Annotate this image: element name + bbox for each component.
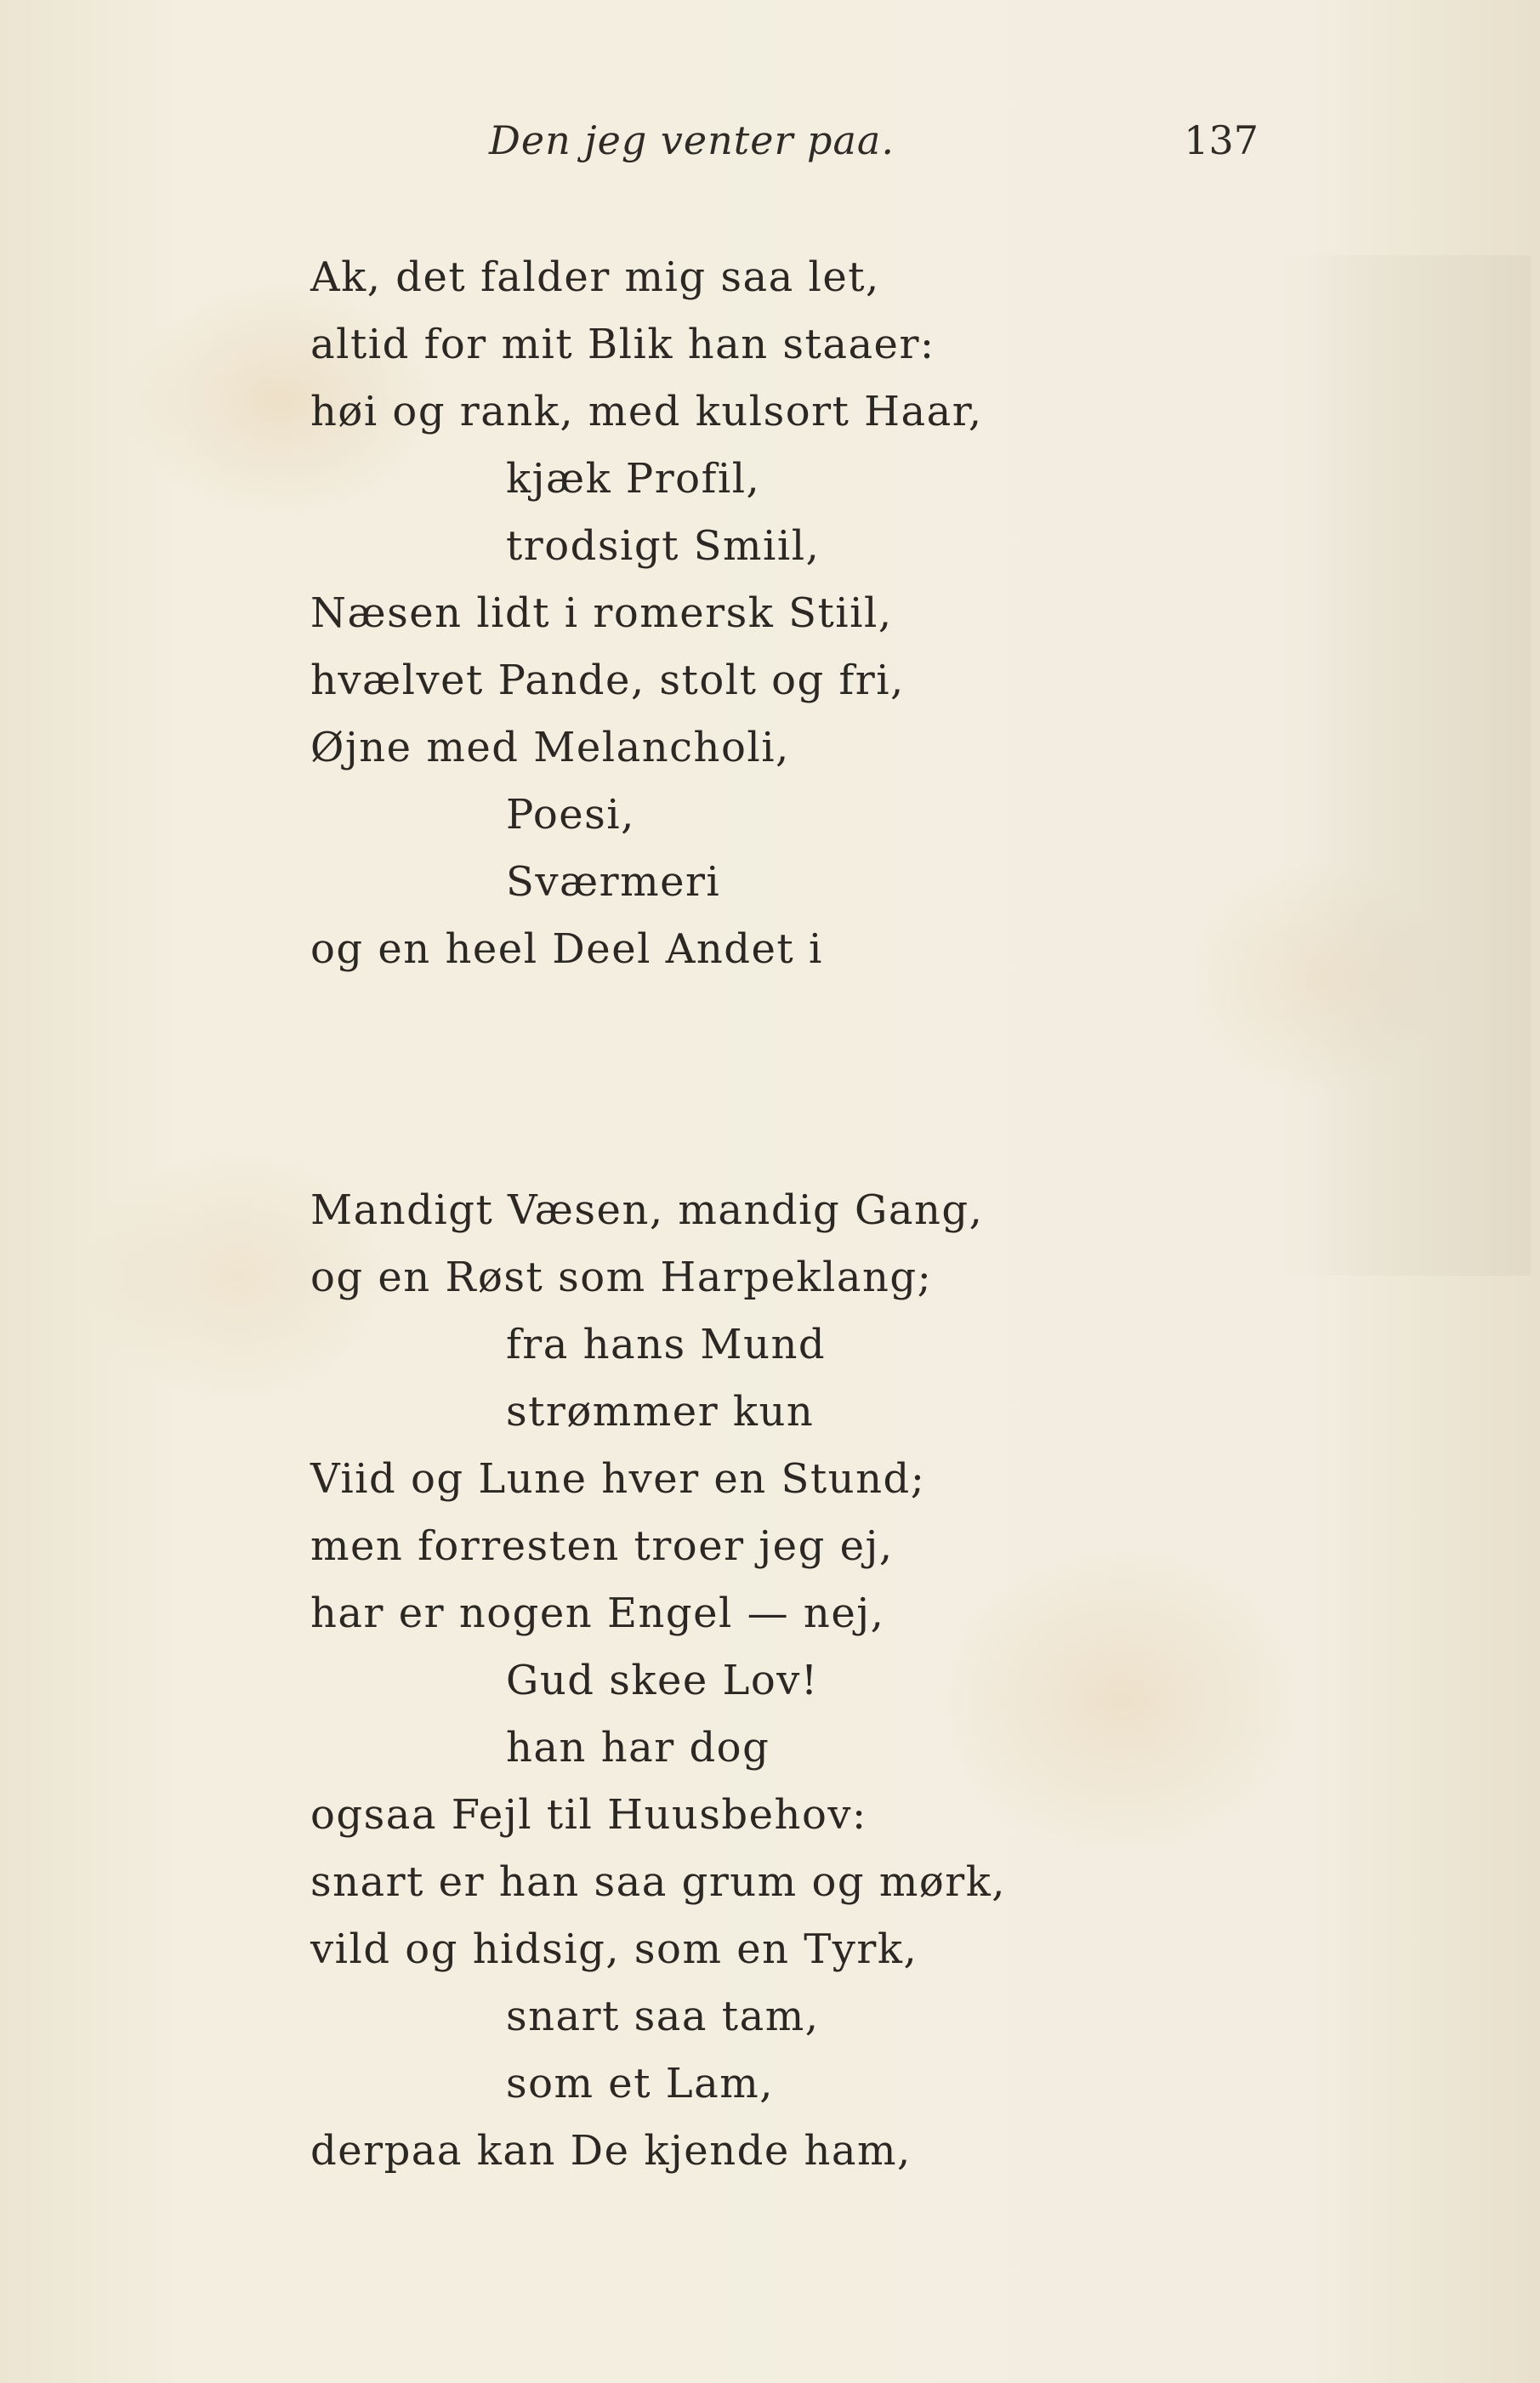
show-through-shadow bbox=[1276, 255, 1531, 1276]
verse-line: høi og rank, med kulsort Haar, bbox=[310, 388, 983, 435]
verse-line: trodsigt Smiil, bbox=[506, 522, 821, 570]
verse-line: Sværmeri bbox=[506, 858, 721, 906]
verse-line: og en Røst som Harpeklang; bbox=[310, 1254, 933, 1301]
verse-line: Næsen lidt i romersk Stiil, bbox=[310, 589, 893, 637]
verse-line: som et Lam, bbox=[506, 2060, 775, 2107]
verse-line: fra hans Mund bbox=[506, 1321, 827, 1368]
verse-line: snart er han saa grum og mørk, bbox=[310, 1858, 1007, 1906]
verse-line: kjæk Profil, bbox=[506, 455, 761, 503]
verse-line: Mandigt Væsen, mandig Gang, bbox=[310, 1186, 984, 1234]
verse-line: derpaa kan De kjende ham, bbox=[310, 2127, 912, 2175]
verse-line: snart saa tam, bbox=[506, 1993, 820, 2040]
verse-line: hvælvet Pande, stolt og fri, bbox=[310, 657, 905, 704]
verse-line: altid for mit Blik han staaer: bbox=[310, 321, 935, 368]
page-number: 137 bbox=[1184, 117, 1259, 163]
verse-line: strømmer kun bbox=[506, 1388, 815, 1436]
verse-line: Gud skee Lov! bbox=[506, 1657, 819, 1704]
verse-line: Ak, det falder mig saa let, bbox=[310, 253, 880, 301]
verse-line: har er nogen Engel — nej, bbox=[310, 1590, 885, 1637]
verse-line: vild og hidsig, som en Tyrk, bbox=[310, 1925, 918, 1973]
verse-line: ogsaa Fejl til Huusbehov: bbox=[310, 1791, 867, 1839]
verse-line: men forresten troer jeg ej, bbox=[310, 1522, 894, 1570]
running-title: Den jeg venter paa. bbox=[489, 117, 895, 163]
page-header bbox=[306, 117, 1259, 177]
verse-line: Viid og Lune hver en Stund; bbox=[310, 1455, 926, 1503]
verse-line: Poesi, bbox=[506, 791, 635, 839]
verse-line: han har dog bbox=[506, 1724, 770, 1772]
verse-line: Øjne med Melancholi, bbox=[310, 724, 790, 771]
verse-line: og en heel Deel Andet i bbox=[310, 925, 823, 973]
